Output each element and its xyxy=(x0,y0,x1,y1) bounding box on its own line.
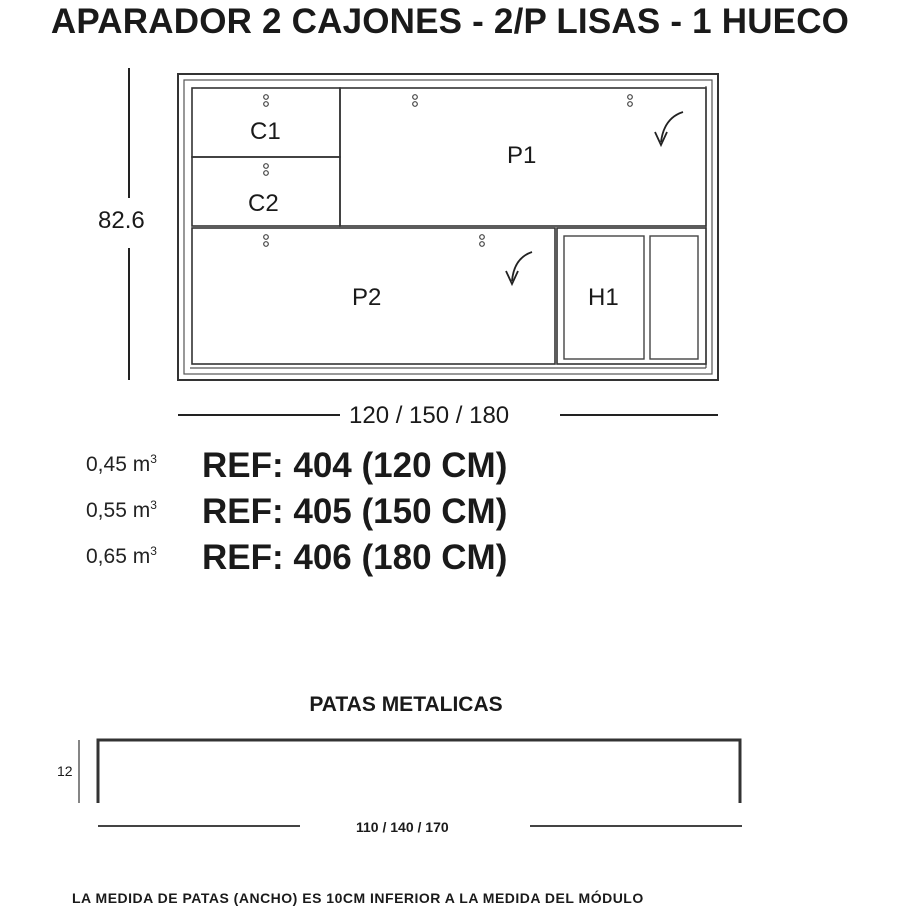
door-p2-opening-arrow xyxy=(506,252,532,284)
height-label: 82.6 xyxy=(98,207,145,234)
ref-404: REF: 404 (120 CM) xyxy=(202,446,508,485)
legs-note: LA MEDIDA DE PATAS (ANCHO) ES 10CM INFERIOR A LA MEDIDA DEL MÓDULO xyxy=(72,890,644,906)
door-p1-opening-arrow xyxy=(655,112,683,145)
open-space-h1 xyxy=(557,228,706,364)
ref-406-volume: 0,65 $m^3$ xyxy=(86,544,157,568)
label-p1: P1 xyxy=(507,142,537,169)
page-title: APARADOR 2 CAJONES - 2/P LISAS - 1 HUECO xyxy=(50,2,850,41)
open-space-h1-right xyxy=(650,236,698,359)
label-c1: C1 xyxy=(250,118,281,145)
legs-title: PATAS METALICAS xyxy=(309,693,503,716)
ref-404-volume: 0,45 $m^3$ xyxy=(86,452,157,476)
label-p2: P2 xyxy=(352,284,382,311)
width-label: 120 / 150 / 180 xyxy=(349,402,510,429)
ref-405: REF: 405 (150 CM) xyxy=(202,492,508,531)
legs-height-label: 12 xyxy=(57,763,73,779)
legs-width-label: 110 / 140 / 170 xyxy=(356,819,449,835)
metal-legs-shape xyxy=(98,740,740,803)
label-h1: H1 xyxy=(588,284,619,311)
ref-406: REF: 406 (180 CM) xyxy=(202,538,508,577)
ref-405-volume: 0,55 $m^3$ xyxy=(86,498,157,522)
handle-markers xyxy=(264,95,633,247)
label-c2: C2 xyxy=(248,190,279,217)
